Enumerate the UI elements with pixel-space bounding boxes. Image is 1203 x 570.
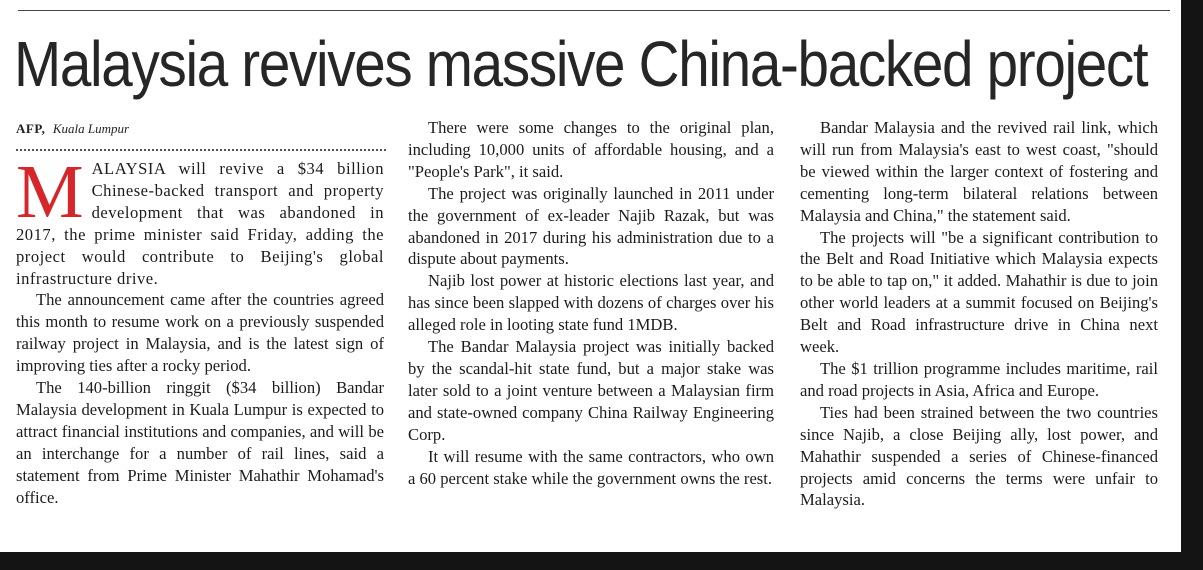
article-column-1	[16, 150, 384, 509]
paragraph: The project was originally launched in 2011 under the government of ex-leader Najib Razak, but was abandoned in 2017 during his administration due to a dispute about payments.	[408, 183, 774, 269]
scan-edge-right	[1181, 0, 1203, 570]
paragraph: The 140-billion ringgit ($34 billion) Bandar Malaysia development in Kuala Lumpur is expected to attract financial institutions and companies, and will be an interchange for a number of rail lines, said a statement from Prime Minister Mahathir Mohamad's office.	[16, 378, 384, 507]
paragraph: It will resume with the same contractors, who own a 60 percent stake while the government owns the rest.	[408, 446, 774, 488]
article-column-3	[800, 117, 1158, 511]
byline-location: Kuala Lumpur	[52, 121, 130, 136]
headline: Malaysia revives massive China-backed project	[14, 28, 1148, 100]
paragraph: Najib lost power at historic elections last year, and has since been slapped with dozens of charges over his alleged role in looting state fund 1MDB.	[408, 271, 774, 335]
paragraph: The $1 trillion programme includes maritime, rail and road projects in Asia, Africa and Europe.	[800, 358, 1158, 400]
lead-paragraph	[16, 150, 384, 289]
paragraph: Bandar Malaysia and the revived rail link, which will run from Malaysia's east to west coast, "should be viewed within the larger context of fostering and cementing long-term bilateral relations between Malaysia and China," the statement said.	[800, 118, 1158, 225]
paragraph: There were some changes to the original plan, including 10,000 units of affordable housing, and a "People's Park", it said.	[408, 118, 774, 181]
top-rule	[18, 10, 1170, 11]
paragraph-text: ALAYSIA will revive a $34 billion Chinese-backed transport and property development that was abandoned in 2017, the prime minister said Friday, adding the project would contribute to Beijing's global infrastructure drive.	[16, 159, 384, 288]
paragraph: The Bandar Malaysia project was initially backed by the scandal-hit state fund, but a major stake was later sold to a joint venture between a Malaysian firm and state-owned company China Railway Engineering Corp.	[408, 337, 774, 444]
paragraph: The projects will "be a significant contribution to the Belt and Road Initiative which Malaysia expects to be able to tap on," it added. Mahathir is due to join other world leaders at a summit focused on Beijing's Belt and Road infrastructure drive in China next week.	[800, 227, 1158, 357]
article-column-2	[408, 117, 774, 489]
paragraph: The announcement came after the countries agreed this month to resume work on a previously suspended railway project in Malaysia, and is the latest sign of improving ties after a rocky period.	[16, 290, 384, 376]
byline	[16, 120, 129, 139]
paragraph: Ties had been strained between the two countries since Najib, a close Beijing ally, lost power, and Mahathir suspended a series of Chinese-financed projects amid concerns the terms were unfair to Malaysia.	[800, 402, 1158, 510]
scan-edge-bottom	[0, 552, 1203, 570]
byline-agency: AFP,	[16, 121, 46, 136]
drop-cap: M	[16, 150, 84, 234]
